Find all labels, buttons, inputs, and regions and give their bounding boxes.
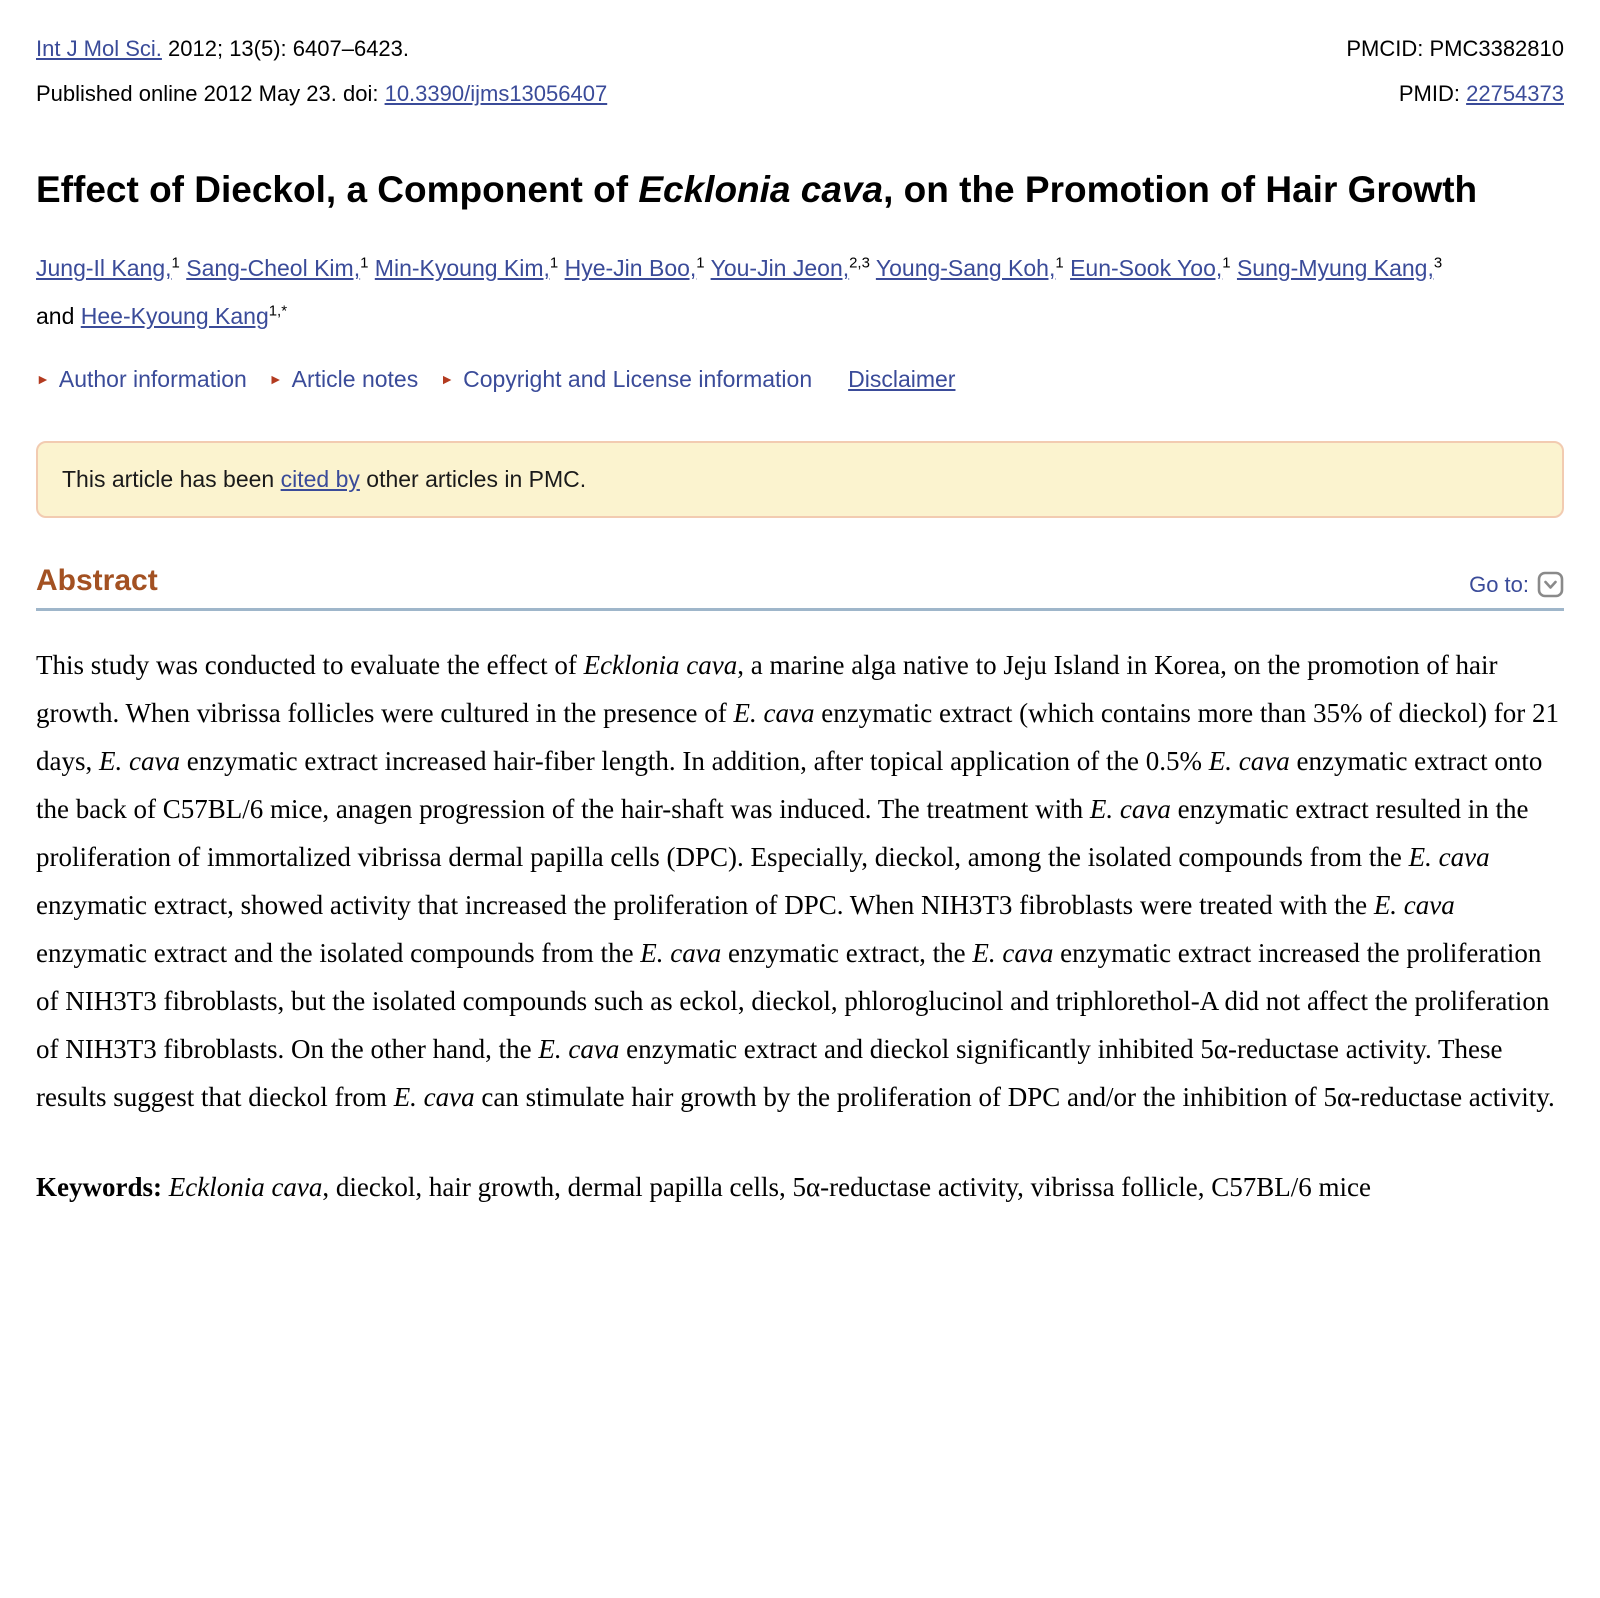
author-link[interactable]: Hye-Jin Boo, (564, 255, 697, 281)
article-links-row (36, 366, 1564, 393)
triangle-expand-icon: ► (36, 370, 50, 387)
text-segment: Published online 2012 May 23. doi: (36, 81, 385, 106)
copyright-license-toggle (440, 366, 812, 393)
citation-notice (36, 441, 1564, 518)
text-segment: 2012; 13(5): 6407–6423. (161, 36, 410, 61)
author-link[interactable]: Eun-Sook Yoo, (1070, 255, 1223, 281)
superscript: 1,* (268, 302, 288, 320)
article-meta (36, 26, 1564, 116)
text-segment: E. cava (538, 1034, 620, 1064)
article-notes-toggle (269, 366, 418, 393)
superscript: 3 (1433, 254, 1443, 272)
article-notes-link[interactable]: Article notes (291, 366, 419, 392)
text-segment: , dieckol, hair growth, dermal papilla cells, 5α-reductase activity, vibrissa follicle, C57BL/6 mice (322, 1172, 1372, 1202)
text-segment: E. cava (1089, 794, 1171, 824)
text-segment: Effect of Dieckol, a Component of (36, 169, 639, 210)
text-segment: Ecklonia cava (168, 1172, 323, 1202)
author-link[interactable]: Sung-Myung Kang, (1236, 255, 1434, 281)
text-segment: enzymatic extract resulted in the proliferation of immortalized vibrissa dermal papilla cells (DPC). Especially, dieckol, among the isolated compounds from the (36, 794, 1529, 872)
pmcid: PMCID: PMC3382810 (1346, 36, 1564, 61)
text-segment: can stimulate hair growth by the proliferation of DPC and/or the inhibition of 5α-reductase activity. (474, 1082, 1555, 1112)
text-segment: Ecklonia cava (638, 169, 884, 210)
author-link[interactable]: Jung-Il Kang, (36, 255, 172, 281)
superscript: 1 (549, 254, 559, 272)
superscript: 1 (1222, 254, 1231, 272)
text-segment: enzymatic extract and the isolated compounds from the (36, 938, 641, 968)
text-segment: E. cava (1208, 746, 1290, 776)
doi-link[interactable]: 10.3390/ijms13056407 (384, 81, 608, 106)
author-link[interactable]: Sang-Cheol Kim, (186, 255, 361, 281)
disclaimer-link[interactable]: Disclaimer (848, 366, 956, 392)
author-link[interactable]: Hee-Kyoung Kang (80, 303, 269, 329)
author-link[interactable]: Young-Sang Koh, (875, 255, 1056, 281)
author-information-toggle (36, 366, 247, 393)
text-segment: PMID: (1398, 81, 1467, 106)
text-segment: E. cava (99, 746, 180, 776)
text-segment: E. cava (640, 938, 722, 968)
superscript: 1 (171, 254, 180, 272)
page-title (36, 160, 1536, 220)
text-segment: enzymatic extract, showed activity that increased the proliferation of DPC. When NIH3T3 fibroblasts were treated with the (36, 890, 1374, 920)
text-segment: other articles in PMC. (359, 466, 587, 492)
pmid (1346, 71, 1564, 116)
text-segment: Keywords: (36, 1172, 169, 1202)
text-segment: This article has been (62, 466, 281, 492)
keywords (36, 1163, 1516, 1211)
text-segment: enzymatic extract, the (721, 938, 973, 968)
text-segment: enzymatic extract increased hair-fiber length. In addition, after topical application of the 0.5% (179, 746, 1209, 776)
superscript: 1 (696, 254, 705, 272)
superscript: 1 (360, 254, 369, 272)
abstract-section-header (36, 564, 1564, 598)
text-segment: enzymatic extract (which contains more than 35% of dieckol) for 21 days, (36, 698, 1559, 776)
text-segment: E. cava (733, 698, 815, 728)
text-segment: This study was conducted to evaluate the effect of (36, 650, 584, 680)
author-link[interactable]: You-Jin Jeon, (710, 255, 850, 281)
superscript: 2,3 (849, 254, 870, 272)
section-divider (36, 608, 1564, 611)
text-segment: , on the Promotion of Hair Growth (883, 169, 1478, 210)
text-segment: E. cava (972, 938, 1054, 968)
abstract-heading: Abstract (36, 564, 158, 597)
text-segment: enzymatic extract and dieckol significantly inhibited 5α-reductase activity. These results suggest that dieckol from (36, 1034, 1503, 1112)
triangle-expand-icon: ► (268, 370, 283, 387)
triangle-expand-icon: ► (440, 370, 455, 387)
meta-right (1346, 26, 1564, 116)
superscript: 1 (1055, 254, 1064, 272)
text-segment: enzymatic extract onto the back of C57BL/6 mice, anagen progression of the hair-shaft was induced. The treatment with (36, 746, 1543, 824)
pmid-link[interactable]: 22754373 (1466, 81, 1564, 106)
meta-left (36, 26, 607, 116)
text-segment: and (36, 303, 81, 329)
goto-link[interactable] (1469, 571, 1564, 598)
authors-list (36, 244, 1456, 340)
cited-by-link[interactable]: cited by (280, 466, 360, 492)
text-segment: Ecklonia cava (583, 650, 738, 680)
text-segment: enzymatic extract increased the proliferation of NIH3T3 fibroblasts, but the isolated compounds such as eckol, dieckol, phloroglucinol and triphlorethol-A did not affect the proliferation of NIH3T3 fibroblasts. On the other hand, the (36, 938, 1550, 1064)
journal-link[interactable]: Int J Mol Sci. (36, 36, 162, 61)
author-link[interactable]: Min-Kyoung Kim, (374, 255, 550, 281)
abstract-text (36, 641, 1564, 1121)
journal-citation (36, 26, 607, 71)
chevron-down-icon[interactable] (1537, 571, 1564, 598)
goto-label: Go to: (1469, 571, 1529, 597)
author-information-link[interactable]: Author information (58, 366, 247, 392)
text-segment: E. cava (1373, 890, 1455, 920)
text-segment: E. cava (1408, 842, 1490, 872)
published-line (36, 71, 607, 116)
text-segment: , a marine alga native to Jeju Island in Korea, on the promotion of hair growth. When vibrissa follicles were cultured in the presence of (36, 650, 1498, 728)
copyright-license-link[interactable]: Copyright and License information (463, 366, 813, 392)
text-segment: E. cava (393, 1082, 475, 1112)
